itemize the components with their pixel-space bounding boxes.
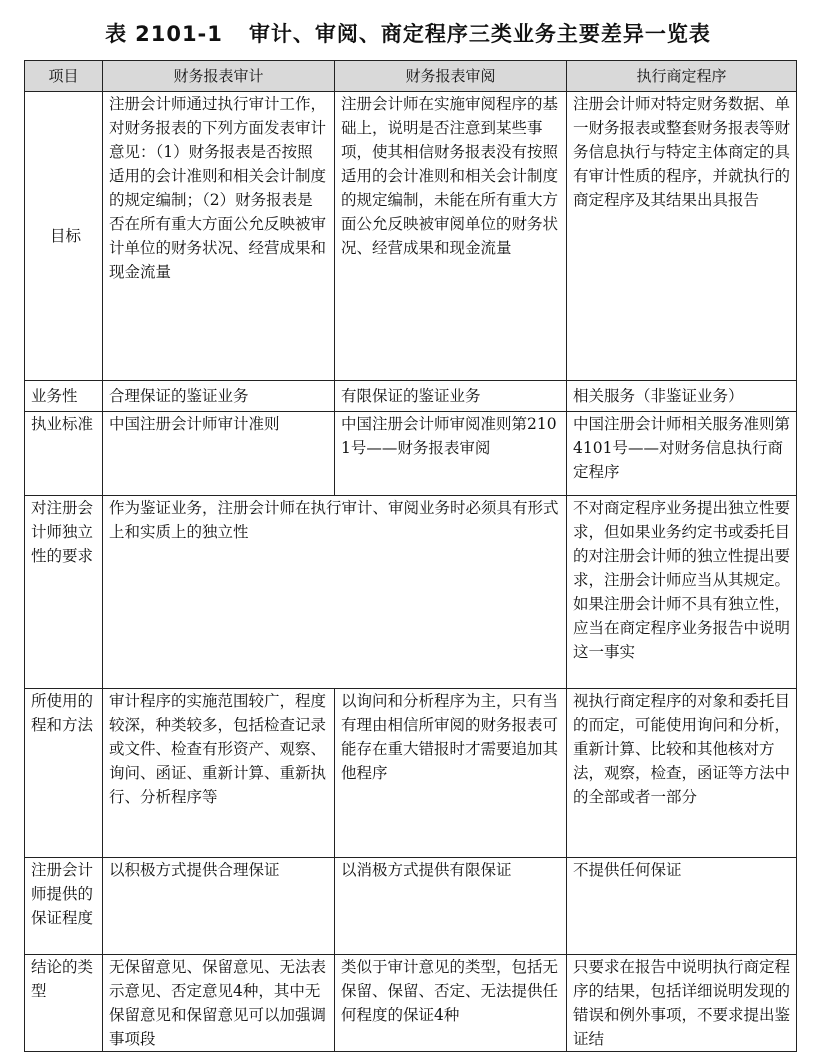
header-row: [25, 61, 797, 92]
cell-nature-review: 有限保证的鉴证业务: [335, 381, 567, 412]
row-label-procedures: 所使用的程和方法: [25, 689, 103, 858]
cell-goal-review: 注册会计师在实施审阅程序的基础上，说明是否注意到某些事项，使其相信财务报表没有按照适用的会计准则和相关会计制度的规定编制，未能在所有重大方面公允反映被审阅单位的财务状况、经营成果和现金流量: [335, 92, 567, 381]
row-label-assurance: 注册会计师提供的保证程度: [25, 858, 103, 955]
cell-conclusion-audit: 无保留意见、保留意见、无法表示意见、否定意见4种，其中无保留意见和保留意见可以加强调事项段: [103, 955, 335, 1052]
header-item: 项目: [25, 61, 103, 92]
title-code: 2101-1: [135, 22, 223, 46]
table-row: [25, 496, 797, 689]
cell-goal-agreed: 注册会计师对特定财务数据、单一财务报表或整套财务报表等财务信息执行与特定主体商定的具有审计性质的程序，并就执行的商定程序及其结果出具报告: [567, 92, 797, 381]
row-label-nature: 业务性: [25, 381, 103, 412]
cell-standard-audit: 中国注册会计师审计准则: [103, 412, 335, 496]
title-prefix: 表: [105, 22, 128, 46]
table-row: [25, 955, 797, 1052]
cell-goal-audit: 注册会计师通过执行审计工作，对财务报表的下列方面发表审计意见：（1）财务报表是否按照适用的会计准则和相关会计制度的规定编制；（2）财务报表是否在所有重大方面公允反映被审计单位的财务状况、经营成果和现金流量: [103, 92, 335, 381]
row-label-standard: 执业标准: [25, 412, 103, 496]
title-text: 审计、审阅、商定程序三类业务主要差异一览表: [248, 22, 711, 46]
cell-procedures-agreed: 视执行商定程序的对象和委托目的而定，可能使用询问和分析，重新计算、比较和其他核对方法，观察，检查，函证等方法中的全部或者一部分: [567, 689, 797, 858]
cell-procedures-review: 以询问和分析程序为主，只有当有理由相信所审阅的财务报表可能存在重大错报时才需要追加其他程序: [335, 689, 567, 858]
cell-independence-agreed: 不对商定程序业务提出独立性要求，但如果业务约定书或委托目的对注册会计师的独立性提出要求，注册会计师应当从其规定。如果注册会计师不具有独立性，应当在商定程序业务报告中说明这一事实: [567, 496, 797, 689]
row-label-goal: 目标: [25, 92, 103, 381]
table-row: [25, 381, 797, 412]
row-label-conclusion: 结论的类型: [25, 955, 103, 1052]
cell-conclusion-agreed: 只要求在报告中说明执行商定程序的结果，包括详细说明发现的错误和例外事项，不要求提出鉴证结: [567, 955, 797, 1052]
cell-procedures-audit: 审计程序的实施范围较广，程度较深，种类较多，包括检查记录或文件、检查有形资产、观察、询问、函证、重新计算、重新执行、分析程序等: [103, 689, 335, 858]
comparison-table: [24, 60, 797, 1052]
cell-standard-agreed: 中国注册会计师相关服务准则第4101号——对财务信息执行商定程序: [567, 412, 797, 496]
row-label-independence: 对注册会计师独立性的要求: [25, 496, 103, 689]
table-row: [25, 858, 797, 955]
cell-assurance-review: 以消极方式提供有限保证: [335, 858, 567, 955]
cell-assurance-audit: 以积极方式提供合理保证: [103, 858, 335, 955]
table-row: [25, 92, 797, 381]
cell-independence-audit-review: 作为鉴证业务，注册会计师在执行审计、审阅业务时必须具有形式上和实质上的独立性: [103, 496, 567, 689]
cell-nature-agreed: 相关服务（非鉴证业务）: [567, 381, 797, 412]
cell-conclusion-review: 类似于审计意见的类型，包括无保留、保留、否定、无法提供任何程度的保证4种: [335, 955, 567, 1052]
header-agreed: 执行商定程序: [567, 61, 797, 92]
page-title: [0, 18, 816, 48]
cell-nature-audit: 合理保证的鉴证业务: [103, 381, 335, 412]
header-review: 财务报表审阅: [335, 61, 567, 92]
cell-assurance-agreed: 不提供任何保证: [567, 858, 797, 955]
cell-standard-review: 中国注册会计师审阅准则第2101号——财务报表审阅: [335, 412, 567, 496]
table-row: [25, 412, 797, 496]
table-row: [25, 689, 797, 858]
header-audit: 财务报表审计: [103, 61, 335, 92]
